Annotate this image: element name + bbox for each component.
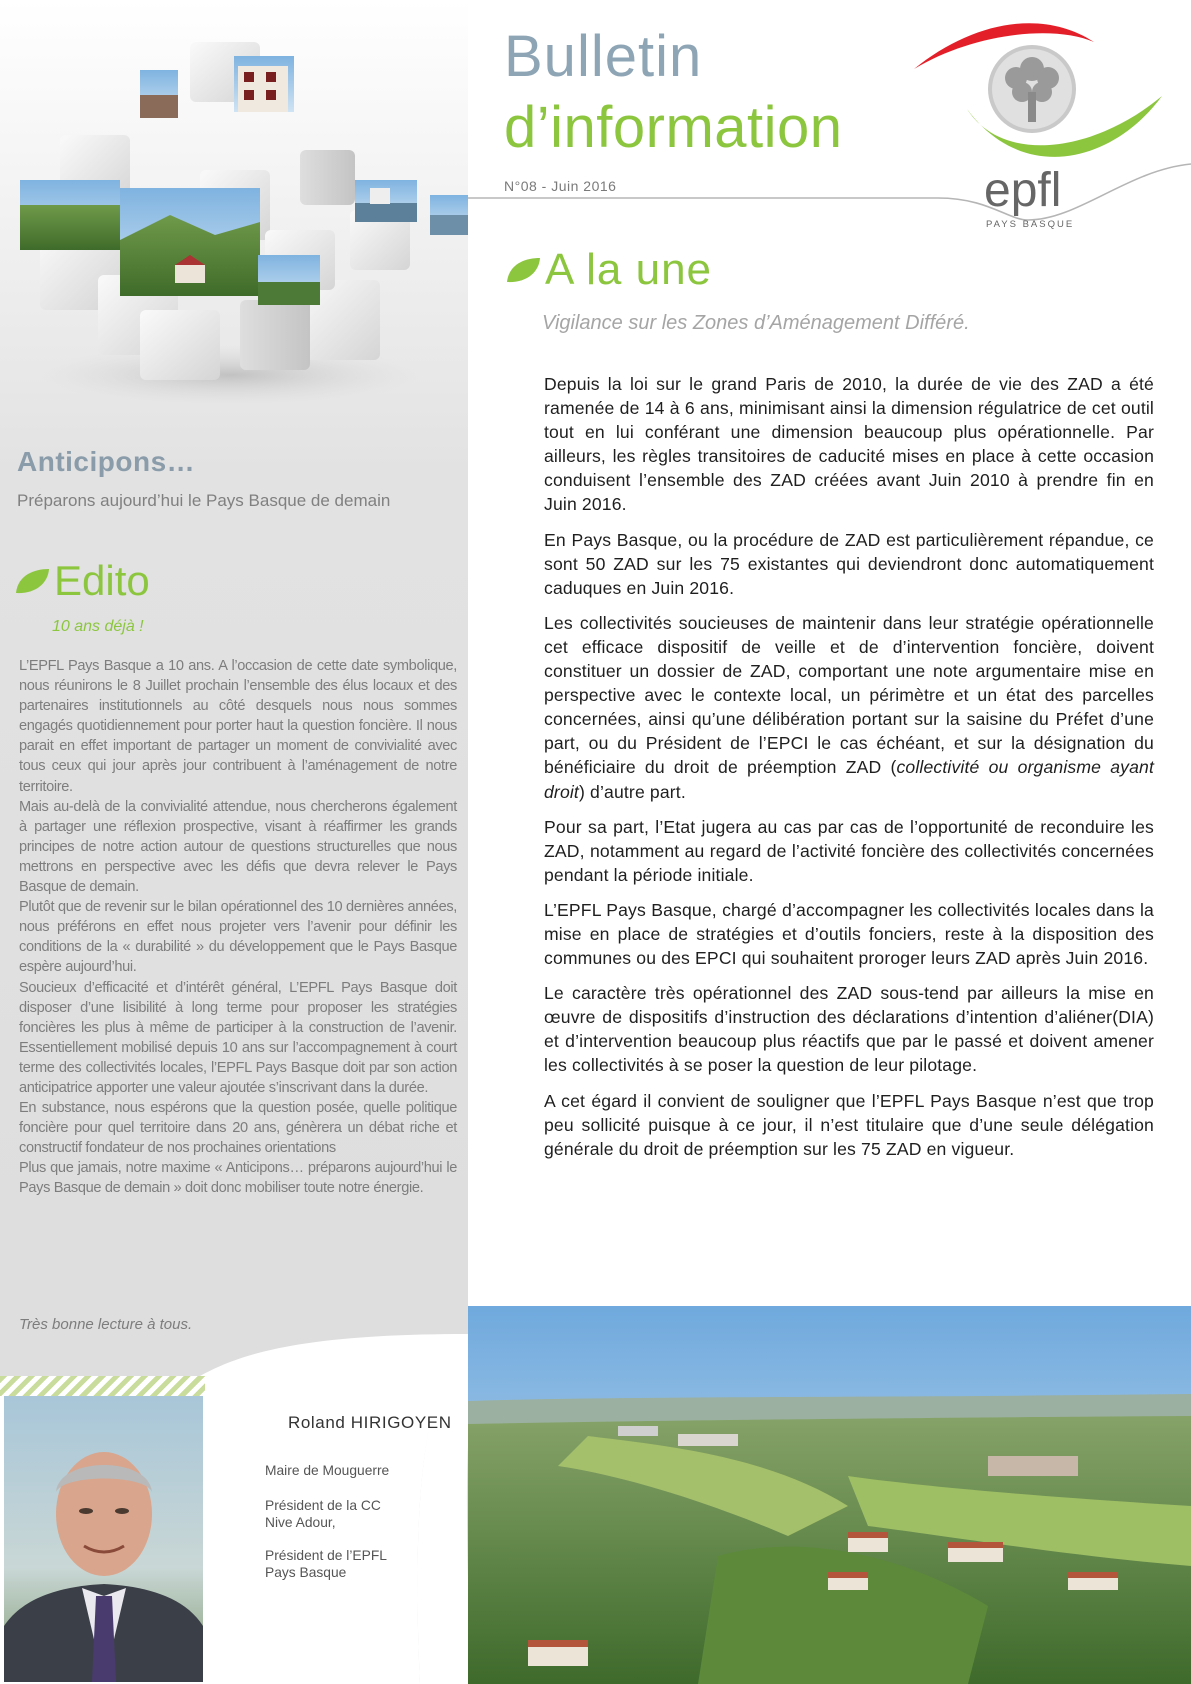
floating-cubes-illustration [0,0,468,420]
a-la-une-title: A la une [545,245,713,294]
logo-tagline: PAYS BASQUE [986,219,1075,230]
decorative-stripes [0,1376,205,1396]
article-paragraph: En Pays Basque, ou la procédure de ZAD est particulièrement répandue, ce sont 50 ZAD sur les 75 existantes qui deviendront donc automatiquement caduques en Juin 2016. [544,529,1154,598]
signature-role: Président de la CC Nive Adour, [265,1498,381,1530]
article-text: Les collectivités soucieuses de maintenir dans leur stratégie opérationnelle cet efficace dispositif de veille et de d’intervention foncière, doivent constituer un dossier de ZAD, comportant une note argumentaire mise en perspective avec le contexte local, un périmètre et un état des parcelles concernées, ainsi qu’une délibération portant sur la saisine du Préfet d’une part, ou du Président de l’EPCI le cas échéant, et sur la désignation du bénéficiaire du droit de préemption ZAD ( [544,612,1154,778]
portrait-photo [4,1396,203,1682]
logo-wordmark: epfl [984,164,1062,217]
edito-paragraph: Soucieux d’efficacité et d’intérêt général, L’EPFL Pays Basque doit disposer d’une lisibilité à long terme pour proposer les stratégies foncières les plus à même de participer à la construction de l’avenir. Essentiellement mobilisé depuis 10 ans sur l’accompagnement à court terme des collectivités locales, l’EPFL Pays Basque doit par son action anticipatrice apporter une valeur ajoutée s’inscrivant dans la durée. [19,979,457,1096]
edito-subtitle: 10 ans déjà ! [52,618,144,635]
article-paragraph: L’EPFL Pays Basque, chargé d’accompagner les collectivités locales dans la mise en place de stratégies et d’outils fonciers, reste à la disposition des communes ou des EPCI qui souhaitent proroger leurs ZAD après Juin 2016. [544,899,1154,969]
article-paragraph: Le caractère très opérationnel des ZAD sous-tend par ailleurs la mise en œuvre de dispositifs d’instruction des déclarations d’intention d’aliéner(DIA) et d’intervention beaucoup plus réactifs que par le passé et doivent amener les collectivités à se poser la question de leur pilotage. [544,983,1154,1076]
signature-role: Maire de Mouguerre [265,1463,390,1478]
aerial-landscape-photo [468,1306,1191,1684]
article-paragraph: Pour sa part, l’Etat jugera au cas par cas de l’opportunité de reconduire les ZAD, notamment au regard de l’activité foncière des collectivités concernées pendant la période initiale. [544,816,1154,885]
a-la-une-heading [505,245,713,294]
edito-closing: Très bonne lecture à tous. [19,1316,193,1333]
anticipons-title: Anticipons… [17,446,196,477]
edito-paragraph: L’EPFL Pays Basque a 10 ans. A l’occasion de cette date symbolique, nous réunirons le 8 Juillet prochain l’ensemble des élus locaux et des partenaires institutionnels au côté desquels nous nous sommes engagés quotidiennement pour porter haut la question foncière. Il nous parait en effet important de partager un moment de convivialité avec tous ceux qui jour après jour contribuent à l’aménagement de notre territoire. [19,658,457,795]
edito-paragraph: Mais au-delà de la convivialité attendue, nous chercherons également à partager une réflexion prospective, visant à réaffirmer les grands principes de notre action autour de questions structurelles que nous mettrons en perspective avec les défis que devra relever le Pays Basque de demain. [19,798,457,896]
article-paragraph: Depuis la loi sur le grand Paris de 2010, la durée de vie des ZAD a été ramenée de 14 à 6 ans, minimisant ainsi la dimension régulatrice de cet outil tout en lui conférant une dimension beaucoup plus opérationnelle. Par ailleurs, les règles transitoires de caducité mises en place à cette occasion conduisent l’ensemble des ZAD créées avant Juin 2010 à prendre fin en Juin 2016. [544,374,1154,515]
article-body [544,372,1154,1172]
signature-role: Président de l’EPFL Pays Basque [265,1548,387,1580]
edito-paragraph: Plus que jamais, notre maxime « Anticipons… préparons aujourd’hui le Pays Basque de demain » doit donc mobiliser toute notre énergie. [19,1160,457,1197]
edito-title: Edito [54,557,150,604]
article-text: ) d’autre part. [578,781,686,802]
article-paragraph [544,611,1154,804]
edito-paragraph: Plutôt que de revenir sur le bilan opérationnel des 10 dernières années, nous préférons en effet nous projeter vers l’avenir pour définir les conditions de la « durabilité » du développement que le Pays Basque espère aujourd’hui. [19,899,457,976]
signature-name: Roland HIRIGOYEN [288,1413,452,1432]
article-paragraph: A cet égard il convient de souligner que l’EPFL Pays Basque n’est que trop peu sollicité puisque à ce jour, il n’est titulaire que d’une seule délégation générale du droit de préemption sur les 75 ZAD en vigueur. [544,1090,1154,1159]
epfl-logo [912,14,1174,234]
edito-paragraph: En substance, nous espérons que la question posée, quelle politique foncière pour quel territoire dans 20 ans, génèrera un débat riche et constructif fondateur de nos prochaines orientations [19,1100,457,1157]
article-emphasis: collectivité ou organisme ayant droit [544,757,1154,802]
edito-body [19,656,457,1199]
bulletin-subtitle: d’information [504,95,843,160]
leaf-icon [505,256,541,284]
anticipons-subtitle: Préparons aujourd’hui le Pays Basque de demain [17,491,391,510]
bulletin-title: Bulletin [504,24,703,89]
a-la-une-subtitle: Vigilance sur les Zones d’Aménagement Différé. [542,312,970,334]
edito-heading [14,557,150,604]
leaf-icon [14,567,50,595]
issue-number: N°08 - Juin 2016 [504,178,617,194]
